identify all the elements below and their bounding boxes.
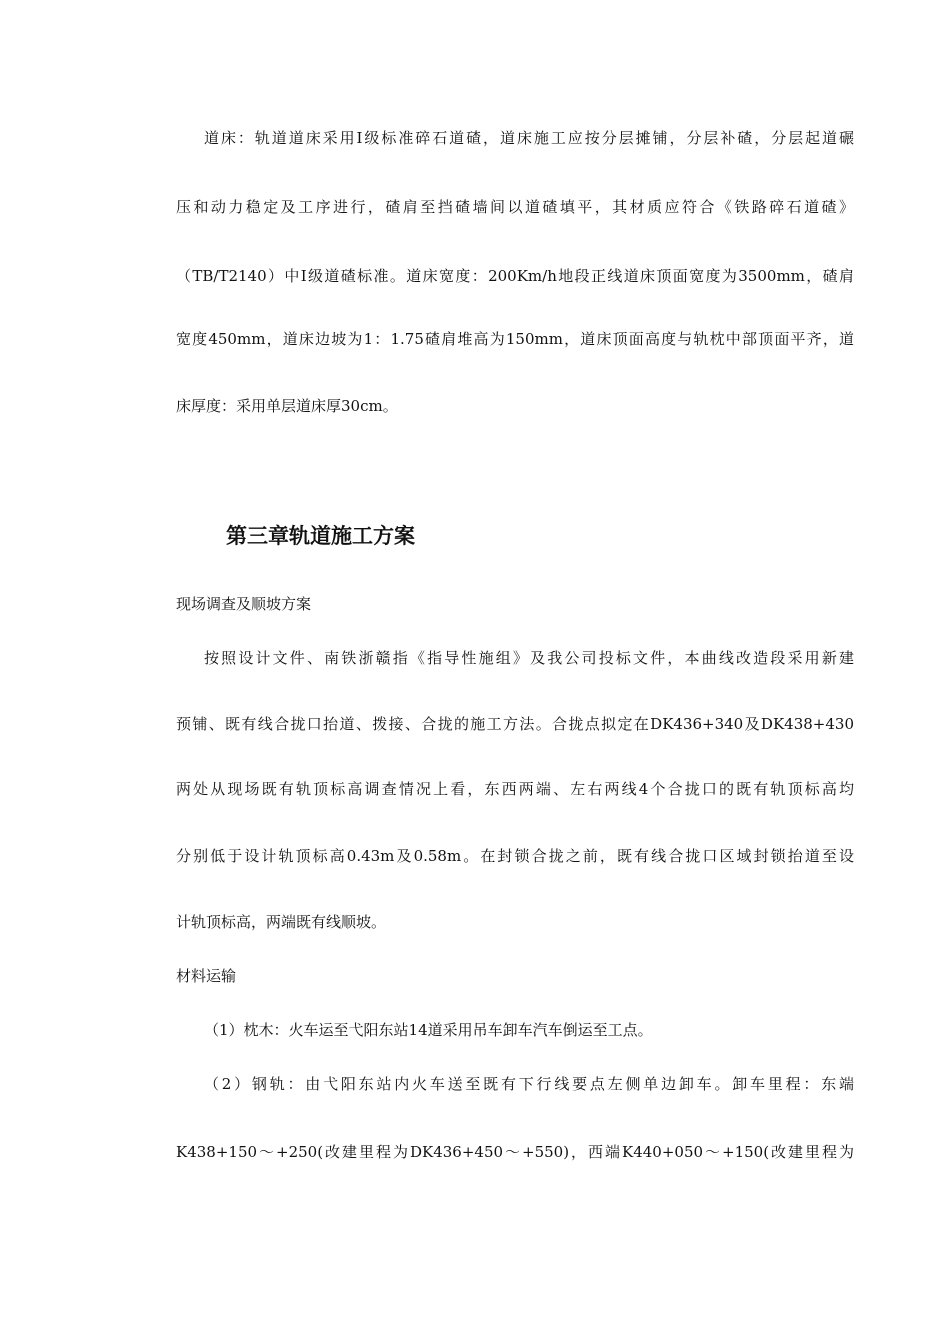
survey-line-1: 按照设计文件、南铁浙赣指《指导性施组》及我公司投标文件，本曲线改造段采用新建: [204, 649, 854, 667]
transport-item-2-line-2: K438+150～+250(改建里程为DK436+450～+550)，西端K440+050～+150(改建里程为: [176, 1143, 854, 1161]
chapter-title: 第三章轨道施工方案: [226, 524, 415, 548]
survey-heading: 现场调查及顺坡方案: [176, 595, 312, 613]
ballast-line-5: 床厚度：采用单层道床厚30cm。: [176, 397, 398, 415]
survey-line-5: 计轨顶标高，两端既有线顺坡。: [176, 913, 387, 931]
ballast-line-3: （TB/T2140）中Ⅰ级道碴标准。道床宽度：200Km/h地段正线道床顶面宽度为3500mm，碴肩: [176, 267, 854, 285]
transport-item-2-line-1: （2）钢轨：由弋阳东站内火车送至既有下行线要点左侧单边卸车。卸车里程：东端: [204, 1075, 854, 1093]
ballast-line-4: 宽度450mm，道床边坡为1：1.75碴肩堆高为150mm，道床顶面高度与轨枕中部顶面平齐，道: [176, 330, 854, 348]
ballast-line-2: 压和动力稳定及工序进行，碴肩至挡碴墙间以道碴填平，其材质应符合《铁路碎石道碴》: [176, 198, 854, 216]
transport-heading: 材料运输: [176, 967, 237, 985]
transport-item-1: （1）枕木：火车运至弋阳东站14道采用吊车卸车汽车倒运至工点。: [204, 1021, 653, 1039]
survey-line-3: 两处从现场既有轨顶标高调查情况上看，东西两端、左右两线4个合拢口的既有轨顶标高均: [176, 780, 854, 798]
survey-line-4: 分别低于设计轨顶标高0.43m及0.58m。在封锁合拢之前，既有线合拢口区域封锁抬道至设: [176, 847, 854, 865]
ballast-line-1: 道床：轨道道床采用Ⅰ级标准碎石道碴，道床施工应按分层摊铺，分层补碴，分层起道碾: [204, 129, 854, 147]
survey-line-2: 预铺、既有线合拢口抬道、拨接、合拢的施工方法。合拢点拟定在DK436+340及DK438+430: [176, 715, 854, 733]
